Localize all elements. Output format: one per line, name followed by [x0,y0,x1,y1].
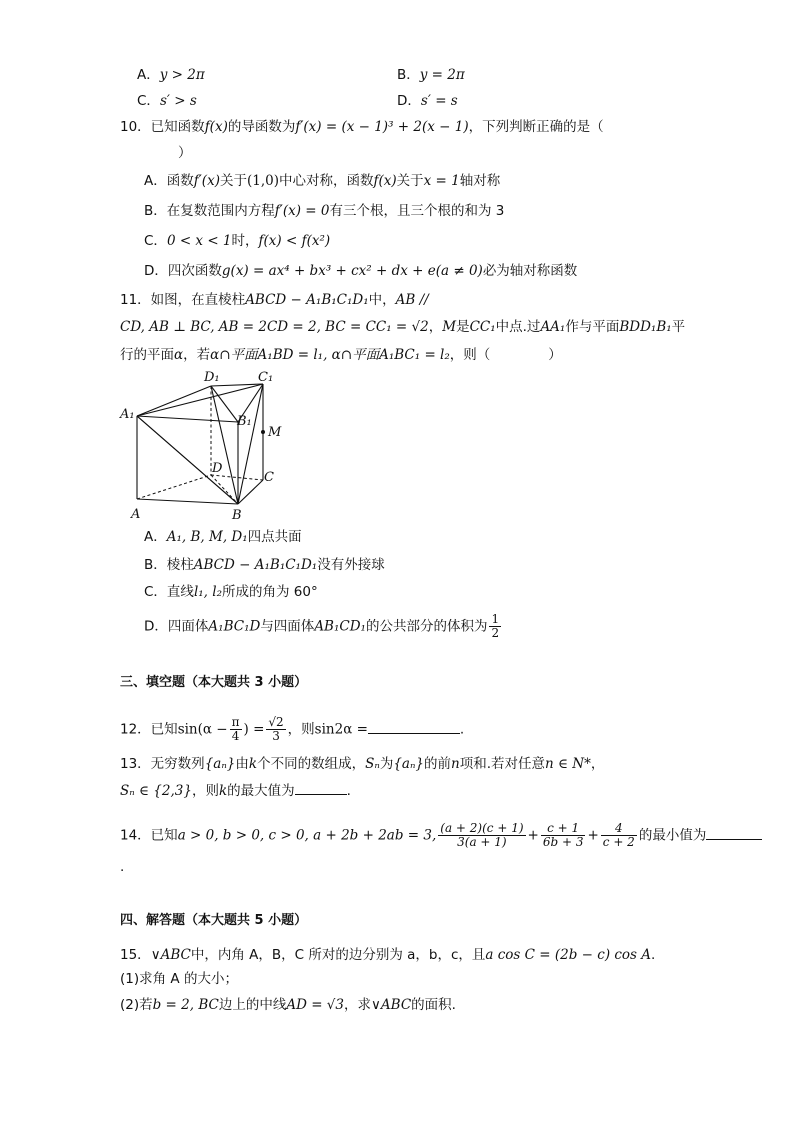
option-label: A． [137,67,160,83]
q9-option-a [137,66,205,84]
numerator: √2 [268,715,284,729]
text: ，则 [287,721,315,738]
text: 中点.过 [495,319,541,335]
text: 必为轴对称函数 [482,263,578,279]
math-expr: f(x) [373,173,397,189]
fraction [489,613,501,640]
text: D．四次函数 [144,263,222,279]
section-3-title: 三、填空题（本大题共 3 小题） [120,675,308,690]
math-expr: α [174,347,184,363]
text: 为 [379,756,394,772]
q15-line2: (1)求角 A 的大小； [120,971,238,987]
text: 的前 [424,756,452,772]
q10-option-c [144,232,330,250]
edge-DB [211,475,238,504]
label-B: B [232,508,242,523]
option-label: C． [137,93,160,109]
math-expr: Sₙ ∈ {2,3} [120,783,192,799]
text: . [651,947,656,963]
text: (2)若 [120,997,153,1013]
math-expr: α∩平面A₁BD = l₁, α∩平面A₁BC₁ = l₂ [210,347,450,363]
math-expr: b = 2, BC [152,997,219,1013]
text: 中心对称，函数 [278,173,374,189]
math-expr: ∨ABC [371,997,412,1013]
math-expr: sin2α = [314,721,368,738]
text: C． [144,233,167,249]
math-expr: a > 0, b > 0, c > 0, a + 2b + 2ab = 3, [177,827,437,844]
text: D．四面体 [144,618,209,635]
text: 的最小值为 [638,827,707,844]
text: ，则（ [449,347,491,363]
math-expr: CC₁ [469,319,496,335]
text: A．函数 [144,173,194,189]
math-expr: k [218,783,228,799]
section-4-title: 四、解答题（本大题共 5 小题） [120,913,308,928]
prism-hidden-edges [137,386,263,504]
math-expr: {aₙ} [393,756,425,772]
text: 的最大值为 [227,783,295,799]
numerator: c + 1 [541,822,586,836]
prism-solid-edges [137,384,263,504]
text: 与四面体 [260,618,315,635]
label-D: D [212,461,223,476]
math-expr: y = 2π [419,67,465,83]
math-expr: x = 1 [423,173,460,189]
math-expr: l₁, l₂ [193,584,222,600]
denominator: 3(a + 1) [457,835,507,849]
math-expr: {aₙ} [204,756,236,772]
fraction [541,822,586,849]
math-expr: ) = [243,721,265,738]
math-expr: a cos C = (2b − c) cos A [485,947,652,963]
numerator: (a + 2)(c + 1) [440,821,524,835]
prism-figure [118,368,298,523]
math-expr: BDD₁B₁ [619,319,672,335]
label-A: A [131,507,141,522]
q11-option-d [144,613,503,640]
q9-option-c [137,92,197,110]
q15-line3 [120,996,456,1014]
math-expr: ABCD − A₁B₁C₁D₁ [245,292,369,308]
text: ， [428,319,443,335]
q9-option-b [397,66,465,84]
text: ， [590,756,605,772]
text: 行的平面 [120,347,174,363]
math-expr: M [442,319,457,335]
q13-line1 [120,755,604,773]
q10-option-b [144,202,504,220]
text: 轴对称 [459,173,501,189]
math-expr: n ∈ N* [545,756,591,772]
label-B1: B₁ [237,414,252,429]
answer-blank[interactable] [706,839,762,840]
math-expr: s′ = s [420,93,458,109]
math-expr: f′(x) = (x − 1)³ + 2(x − 1) [295,119,469,135]
denominator: 6b + 3 [542,835,584,849]
text: 的公共部分的体积为 [365,618,488,635]
text: 的导函数为 [227,119,296,135]
math-expr: AB₁CD₁ [314,618,366,635]
q15-line1 [120,946,655,964]
text: 时， [231,233,259,249]
label-D1: D₁ [204,370,220,385]
text: 有三个根，且三个根的和为 3 [329,203,505,219]
text: 平 [671,319,686,335]
text: ） [178,145,192,161]
text: 是 [456,319,470,335]
text: B．在复数范围内方程 [144,203,275,219]
text: 作与平面 [565,319,620,335]
math-expr: + [587,827,599,844]
edge-A1B1 [137,416,238,422]
fraction [438,822,525,849]
q14 [120,822,762,849]
q11-option-a [144,528,302,546]
math-expr: (1,0) [246,173,279,189]
math-expr: A₁BC₁D [208,618,261,635]
text: 中，内角 A，B，C 所对的边分别为 a，b，c，且 [190,947,486,963]
text: B．棱柱 [144,557,194,573]
math-expr: Sₙ [365,756,380,772]
edge-D1A1 [137,386,211,416]
text: 11．如图，在直棱柱 [120,292,246,308]
denominator: 4 [231,729,240,743]
fraction [601,822,637,849]
text: 所成的角为 60° [221,584,318,600]
text: 12．已知 [120,721,178,738]
q12 [120,716,464,743]
denominator: 3 [272,729,280,743]
math-expr: + [527,827,539,844]
text: ，下列判断正确的是（ [468,119,604,135]
edge-A1B-2 [137,416,238,504]
label-M: M [268,425,282,440]
math-expr: ABCD − A₁B₁C₁D₁ [193,557,318,573]
numerator: π [231,715,240,729]
math-expr: k [248,756,258,772]
math-expr: f(x) [204,119,228,135]
point-M [261,430,265,434]
fraction [230,716,242,743]
math-expr: f′(x) = 0 [274,203,330,219]
q9-option-d [397,92,458,110]
label-C: C [264,470,274,485]
edge-AD [137,475,211,499]
numerator: 4 [601,822,637,836]
math-expr: 0 < x < 1 [166,233,232,249]
text: 10．已知函数 [120,119,205,135]
math-expr: AD = √3 [286,997,345,1013]
math-expr: g(x) = ax⁴ + bx³ + cx² + dx + e(a ≠ 0) [221,263,483,279]
q11-option-b [144,556,385,574]
text: 15． [120,947,151,963]
q10-stem-close [178,144,192,162]
text: . [459,721,465,738]
edge-AB [137,499,238,504]
q11-line2 [120,318,685,336]
math-expr: AA₁ [540,319,566,335]
math-expr: n [451,756,460,772]
q11-option-c [144,583,318,601]
text: 个不同的数组成， [257,756,366,772]
text: 关于 [219,173,247,189]
text: ，求 [344,997,372,1013]
q10-option-a [144,172,500,190]
text: 四点共面 [247,529,302,545]
q13-line2 [120,782,351,800]
text: 中， [368,292,396,308]
answer-blank[interactable] [368,733,460,734]
math-expr: CD, AB ⊥ BC, AB = 2CD = 2, BC = CC₁ = √2 [120,319,429,335]
q11-line1 [120,291,429,309]
option-label: B． [397,67,420,83]
text: 关于 [396,173,424,189]
text: ，则 [191,783,219,799]
text: 项和.若对任意 [459,756,546,772]
text: 的面积. [411,997,456,1013]
q14-dot: . [120,859,125,875]
math-expr: f(x) < f(x²) [258,233,331,249]
label-C1: C₁ [258,370,274,385]
math-expr: ∨ABC [150,947,191,963]
text: ，若 [183,347,211,363]
q10-option-d [144,262,577,280]
denominator: 2 [491,626,500,640]
math-expr: A₁, B, M, D₁ [166,529,248,545]
label-A1: A₁ [120,407,135,422]
math-expr: y > 2π [159,67,205,83]
math-expr: f′(x) [193,173,220,189]
fraction [266,716,285,743]
option-label: D． [397,93,421,109]
text: 没有外接球 [317,557,385,573]
text: C．直线 [144,584,194,600]
text: A． [144,529,167,545]
q11-line3 [120,346,562,364]
q10-stem [120,118,604,136]
answer-blank[interactable] [295,794,347,795]
text: . [346,783,351,799]
numerator: 1 [491,612,500,626]
denominator: c + 2 [602,835,635,849]
text: 14．已知 [120,827,178,844]
math-expr: sin(α − [177,721,228,738]
text: ） [548,347,562,363]
edge-A1C1 [137,384,263,416]
math-expr: s′ > s [159,93,197,109]
text: 边上的中线 [218,997,287,1013]
text: 由 [235,756,249,772]
math-expr: AB // [395,292,429,308]
text: 13．无穷数列 [120,756,205,772]
